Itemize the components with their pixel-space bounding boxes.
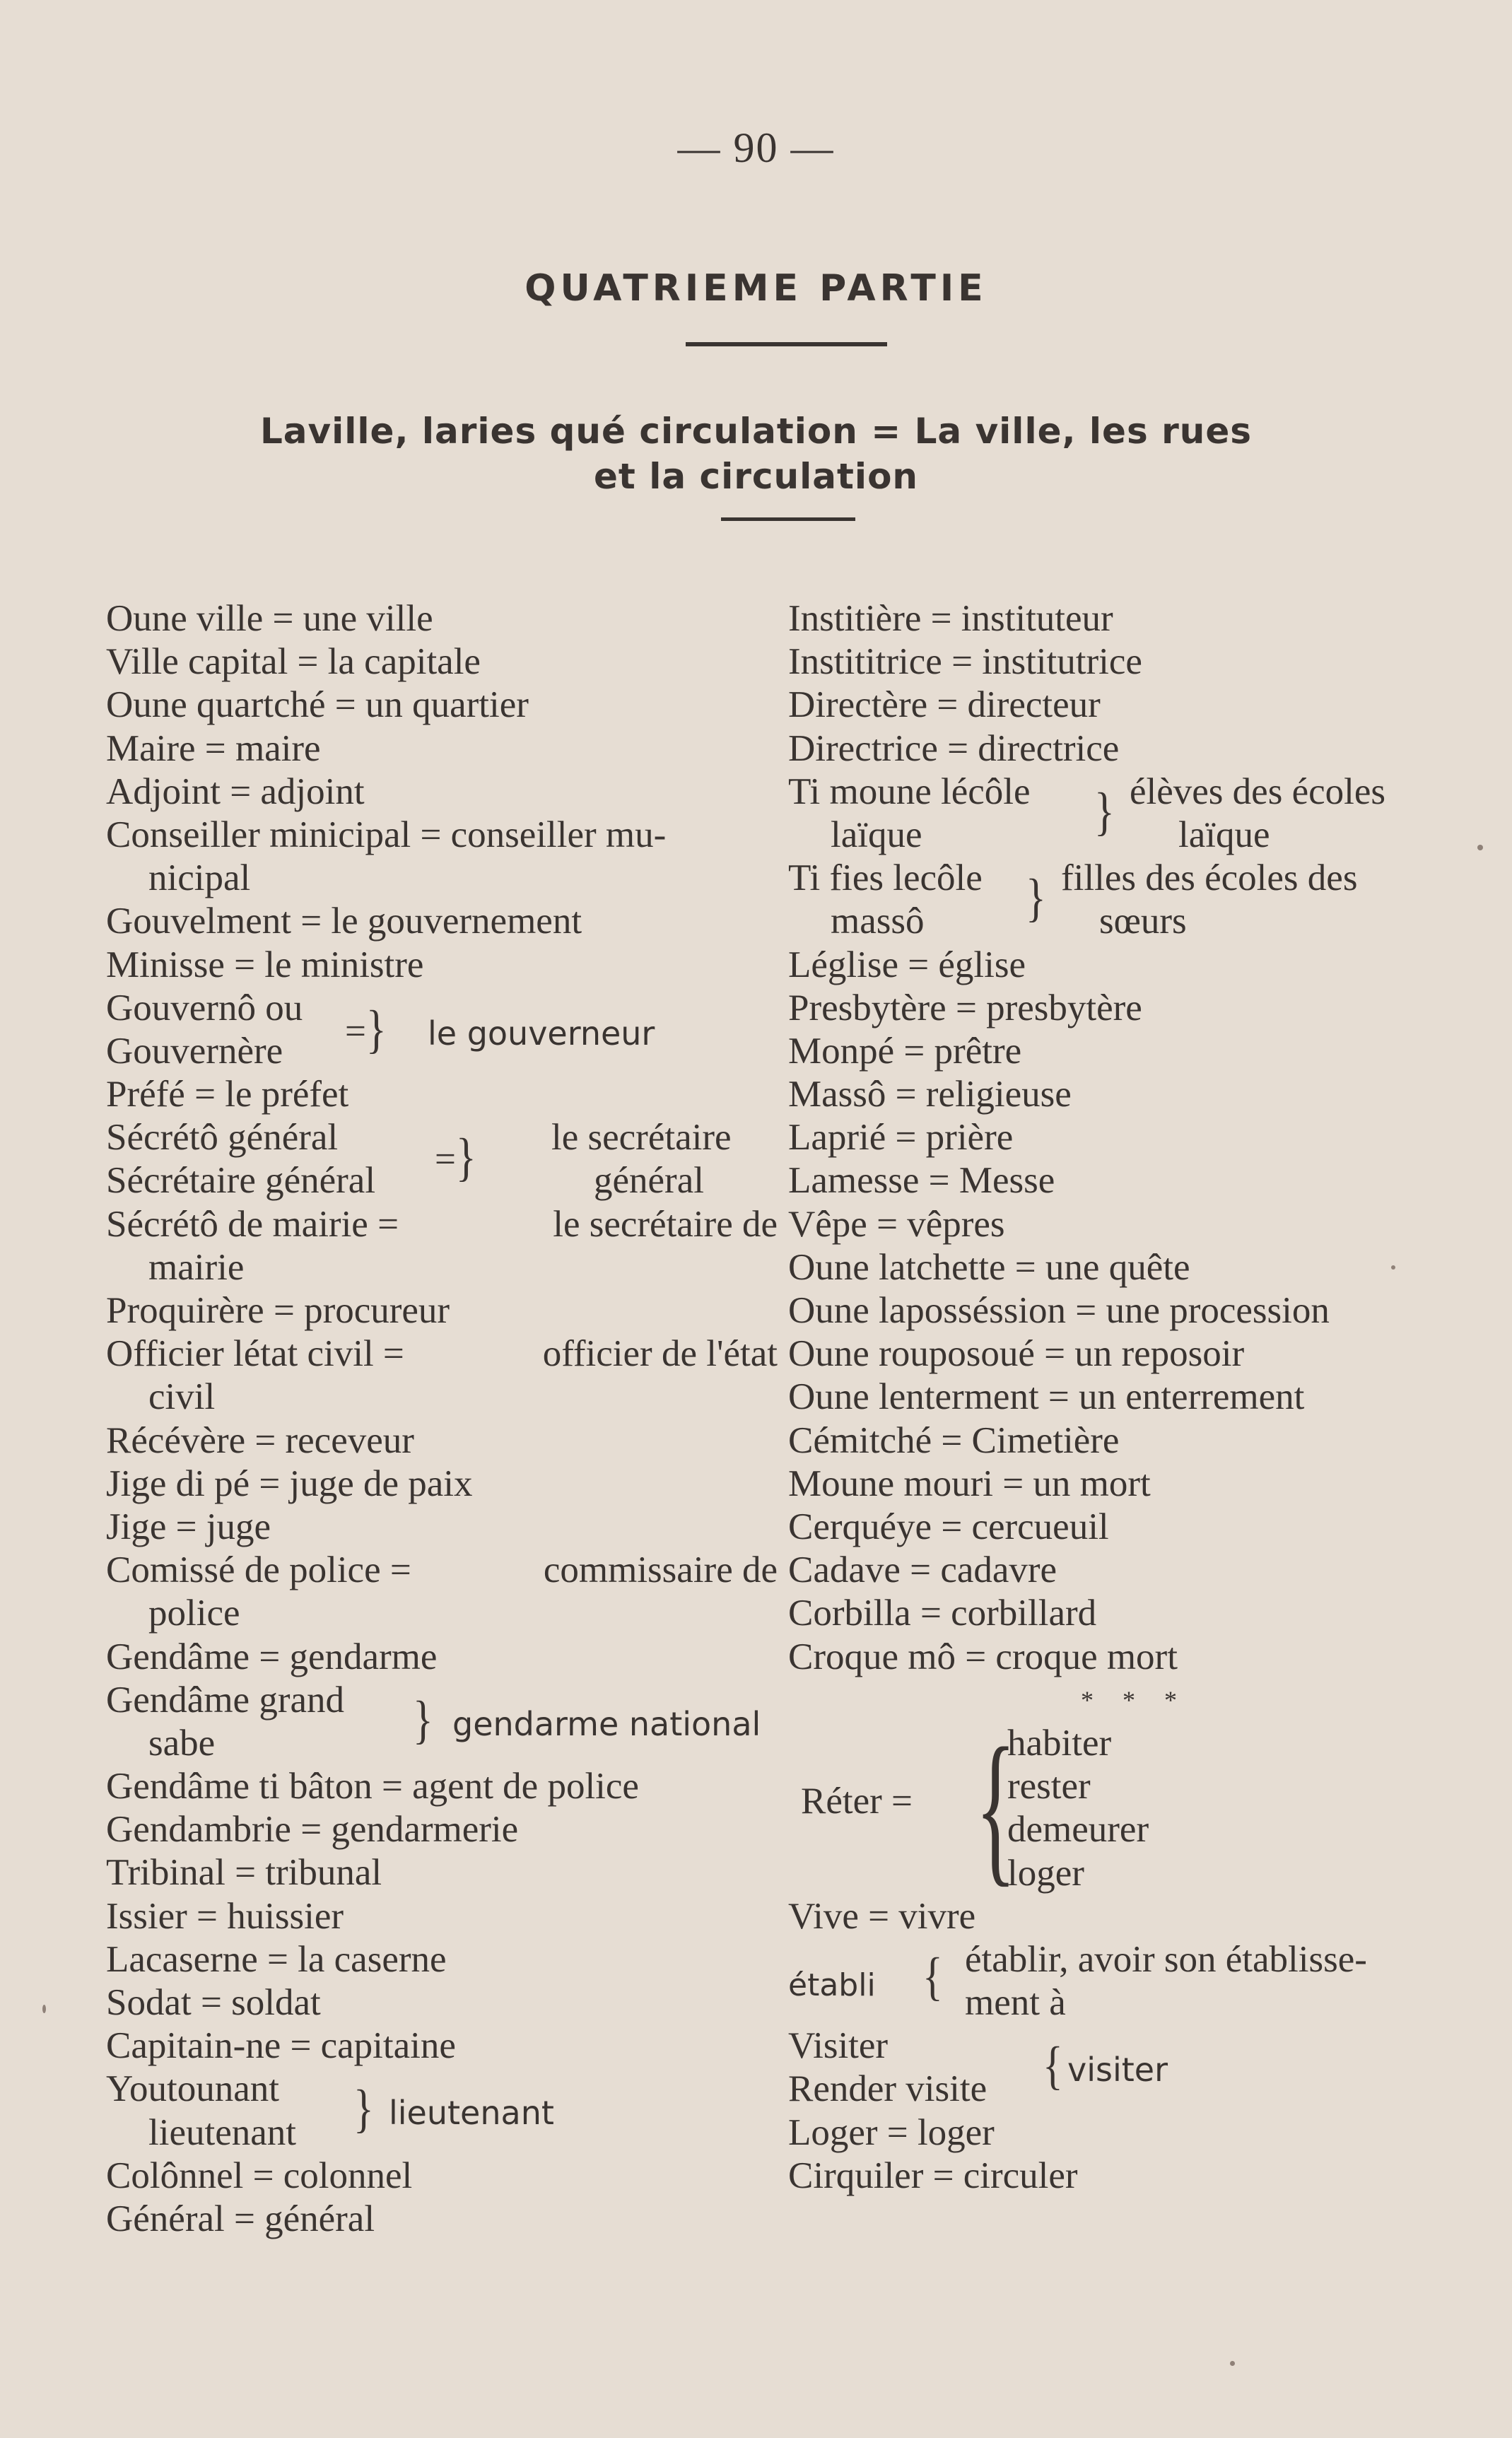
- entry-translation: le secrétaire de: [553, 1203, 778, 1245]
- entry: Conseiller minicipal = conseiller mu-: [106, 814, 667, 855]
- entry: Youtounant: [106, 2068, 279, 2110]
- paper-speck: [1230, 2361, 1235, 2366]
- left-column: [106, 597, 778, 2241]
- entry-translation: rester: [1007, 1766, 1091, 1807]
- page-number: — 90 —: [677, 124, 835, 171]
- entry: Général = général: [106, 2198, 375, 2239]
- brace: }: [1094, 782, 1115, 840]
- entry: Massô = religieuse: [788, 1074, 1072, 1115]
- equals-brace: =}: [345, 1000, 387, 1058]
- entry: Colônnel = colonnel: [106, 2155, 413, 2196]
- title-rule: [686, 342, 887, 346]
- entry: Cémitché = Cimetière: [788, 1419, 1120, 1461]
- entry-group-filles: [788, 857, 1481, 943]
- entry: Monpé = prêtre: [788, 1030, 1022, 1072]
- entry-group-visiter: [788, 2024, 1481, 2111]
- entry: Vive = vivre: [788, 1895, 976, 1937]
- paper-speck: [42, 2005, 46, 2013]
- entry: Sodat = soldat: [106, 1982, 321, 2024]
- entry: Minisse = le ministre: [106, 944, 424, 985]
- entry-translation: commissaire de: [543, 1549, 778, 1591]
- entry: Ville capital = la capitale: [106, 641, 481, 683]
- entry: Maire = maire: [106, 727, 321, 769]
- entry-translation: établir, avoir son établisse-: [965, 1938, 1367, 1980]
- entry: Loger = loger: [788, 2111, 995, 2153]
- entry: Adjoint = adjoint: [106, 770, 365, 812]
- entry: Sécrétaire général: [106, 1160, 376, 1202]
- entry-translation: visiter: [1067, 2051, 1168, 2090]
- paper-speck: [1477, 845, 1483, 850]
- entry: Oune laposséssion = une procession: [788, 1290, 1330, 1332]
- entry-translation: demeurer: [1007, 1809, 1149, 1851]
- entry: Oune latchette = une quête: [788, 1246, 1190, 1288]
- entry: Léglise = église: [788, 944, 1026, 985]
- entry: Réter =: [801, 1780, 913, 1822]
- entry-term: Officier létat civil =: [106, 1333, 404, 1375]
- entry-translation: loger: [1007, 1852, 1084, 1894]
- entry-translation: général: [594, 1160, 704, 1202]
- entry: établi: [788, 1967, 876, 2003]
- entry-translation: sœurs: [1099, 901, 1187, 942]
- entry: [106, 1549, 778, 1592]
- brace: {: [922, 1947, 943, 2005]
- entry-continuation: sabe: [148, 1722, 216, 1764]
- equals-brace: =}: [435, 1127, 476, 1187]
- entry: Préfé = le préfet: [106, 1074, 349, 1115]
- entry: Cerquéye = cercueuil: [788, 1506, 1109, 1547]
- entry: Directrice = directrice: [788, 727, 1120, 769]
- entry: Croque mô = croque mort: [788, 1636, 1178, 1677]
- entry-continuation: mairie: [148, 1246, 245, 1288]
- entry: Jige = juge: [106, 1506, 271, 1547]
- entry-group-gouverneur: [106, 987, 778, 1073]
- entry: Récévère = receveur: [106, 1419, 414, 1461]
- entry: [106, 1332, 778, 1376]
- entry: Directère = directeur: [788, 684, 1101, 726]
- paper-speck: [1391, 1265, 1395, 1270]
- entry: Gouvernô ou: [106, 987, 303, 1028]
- entry: Institière = instituteur: [788, 598, 1113, 639]
- entry-translation: habiter: [1007, 1722, 1112, 1764]
- entry: Cirquiler = circuler: [788, 2155, 1078, 2196]
- entry-continuation: civil: [148, 1376, 216, 1418]
- entry: Proquirère = procureur: [106, 1290, 450, 1332]
- entry: Gendâme = gendarme: [106, 1636, 438, 1677]
- brace: }: [353, 2080, 374, 2138]
- entry-group-eleves: [788, 770, 1481, 857]
- entry: Gendâme grand: [106, 1679, 344, 1721]
- entry-translation: le secrétaire: [551, 1117, 732, 1159]
- brace: {: [1043, 2036, 1063, 2095]
- entry: Issier = huissier: [106, 1895, 344, 1937]
- entry: Render visite: [788, 2068, 988, 2110]
- entry: Capitain-ne = capitaine: [106, 2025, 456, 2067]
- entry: Oune quartché = un quartier: [106, 684, 529, 726]
- entry-continuation: laïque: [831, 814, 922, 855]
- entry-translation: filles des écoles des: [1061, 857, 1358, 899]
- brace: {: [975, 1712, 1016, 1901]
- entry-group-reter: [788, 1712, 1481, 1901]
- entry: Visiter: [788, 2025, 889, 2067]
- entry-translation: ment à: [965, 1982, 1066, 2024]
- entry: Lamesse = Messe: [788, 1160, 1055, 1202]
- entry: Gendâme ti bâton = agent de police: [106, 1766, 639, 1807]
- entry-continuation: police: [148, 1593, 240, 1634]
- entry-continuation: lieutenant: [148, 2111, 296, 2153]
- right-column: [788, 597, 1481, 2198]
- entry-term: Comissé de police =: [106, 1549, 411, 1591]
- entry: Vêpe = vêpres: [788, 1203, 1005, 1245]
- entry: Oune ville = une ville: [106, 598, 433, 639]
- entry-group-gendarme-national: [106, 1679, 778, 1765]
- brace: }: [1026, 868, 1046, 927]
- entry: Oune rouposoué = un reposoir: [788, 1333, 1245, 1375]
- entry: Ti fies lecôle: [788, 857, 983, 899]
- entry-translation: le gouverneur: [428, 1014, 655, 1053]
- entry: Sécrétô général: [106, 1117, 339, 1159]
- entry: Lacaserne = la caserne: [106, 1938, 447, 1980]
- entry: Corbilla = corbillard: [788, 1593, 1097, 1634]
- entry-group-secretaire: [106, 1116, 778, 1202]
- section-rule: [721, 517, 855, 521]
- entry-translation: gendarme national: [452, 1704, 761, 1743]
- entry: Oune lenterment = un enterrement: [788, 1376, 1305, 1418]
- entry: Presbytère = presbytère: [788, 987, 1142, 1028]
- entry-group-etabli: [788, 1938, 1481, 2024]
- entry: Gouvernère: [106, 1030, 283, 1072]
- entry: [106, 1203, 778, 1246]
- entry-translation: lieutenant: [389, 2094, 554, 2133]
- section-title-line-1: Laville, laries qué circulation = La ville, les rues: [259, 411, 1253, 452]
- entry-translation: laïque: [1178, 814, 1270, 855]
- section-title: [0, 409, 1512, 499]
- entry-continuation: nicipal: [148, 857, 251, 899]
- brace: }: [413, 1690, 433, 1749]
- entry: Tribinal = tribunal: [106, 1852, 382, 1894]
- entry: Jige di pé = juge de paix: [106, 1463, 473, 1504]
- entry: Gendambrie = gendarmerie: [106, 1809, 519, 1851]
- entry-continuation: massô: [831, 901, 925, 942]
- entry-translation: élèves des écoles: [1130, 770, 1385, 812]
- section-separator-stars: * * *: [1081, 1685, 1188, 1714]
- entry: Instititrice = institutrice: [788, 641, 1142, 683]
- entry: Cadave = cadavre: [788, 1549, 1057, 1591]
- entry: Ti moune lécôle: [788, 770, 1031, 812]
- entry: Gouvelment = le gouvernement: [106, 901, 582, 942]
- entry: Moune mouri = un mort: [788, 1463, 1151, 1504]
- section-title-line-2: et la circulation: [593, 456, 919, 497]
- part-title: QUATRIEME PARTIE: [524, 267, 988, 310]
- entry-translation: officier de l'état: [542, 1333, 778, 1375]
- entry-term: Sécrétô de mairie =: [106, 1203, 399, 1245]
- entry: Laprié = prière: [788, 1117, 1014, 1159]
- entry-group-lieutenant: [106, 2068, 778, 2154]
